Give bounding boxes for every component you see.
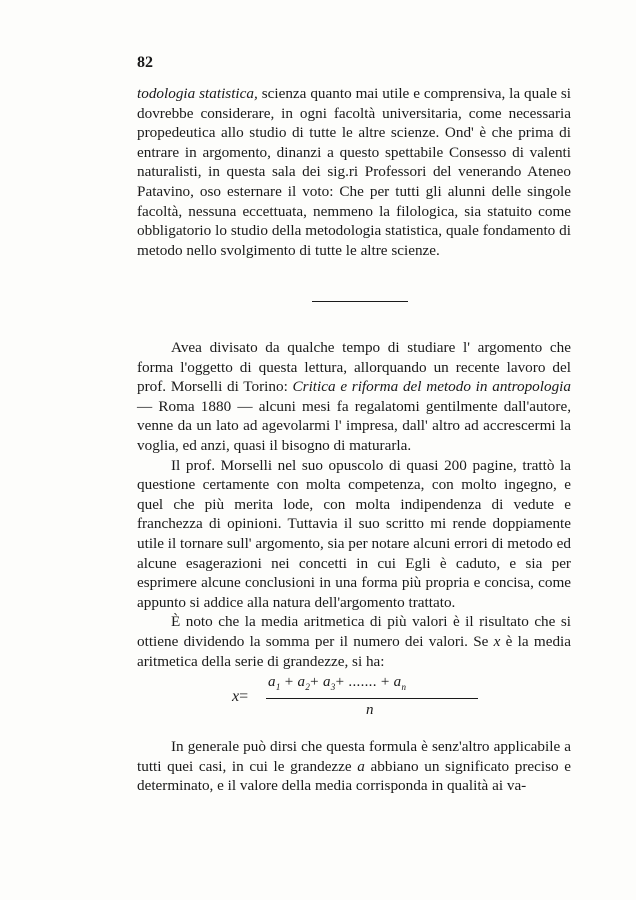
paragraph-2-text-after: — Roma 1880 — alcuni mesi fa regalatomi gentilmente dall'autore, venne da un lato ad agevolarmi l' impresa, dall' altro ad accrescermi la voglia, ed anzi, quasi il bisogno di maturarla. [137,397,571,454]
book-title: Critica e riforma del metodo in antropologia [292,378,571,396]
italic-lead: todologia statistica, [137,85,258,102]
fraction-bar [266,698,478,699]
mean-formula [232,674,482,724]
paragraph-5-text-before: In generale può dirsi che questa formula è senz'altro applicabile a tutti quei casi, in cui le grandezze [137,738,571,775]
paragraph-4 [137,612,571,671]
body-text-continued [137,737,571,796]
body-text [137,338,571,671]
section-divider [312,301,408,302]
paragraph-2-text-before: Avea divisato da qualche tempo di studiare l' argomento che forma l'oggetto di questa lettura, allorquando un recente lavoro del prof. Morselli di Torino: [137,339,571,396]
variable-a: a [357,757,365,775]
formula-numerator: $a_1 + a_2+ a_3+$ ....... + $a_n$ [268,674,407,692]
paragraph-5-text-after: abbiano un significato preciso e determinato, e il valore della media corrisponda in qualità ai va- [137,757,571,795]
formula-denominator: n [366,702,374,718]
paragraph-1-text: scienza quanto mai utile e comprensiva, la quale si dovrebbe considerare, in ogni facoltà universitaria, come necessaria propedeutica allo studio di tutte le altre scienze. Ond' è che prima di entrare in argomento, dinanzi a questo spettabile Consesso di valenti naturalisti, in questa sala dei sig.ri Professori del venerando Ateneo Patavino, oso esternare il voto: Che per tutti gli alunni delle singole facoltà, nessuna eccettuata, nemmeno la filologica, sia statuito come obbligatorio lo studio della metodologia statistica, quale fondamento di metodo nello svolgimento di tutte le altre scienze. [137,85,571,259]
formula-lhs: x= [232,688,249,705]
variable-x: x [493,632,501,650]
paragraph-4-text-after: è la media aritmetica della serie di grandezze, si ha: [137,632,572,670]
page-number: 82 [137,54,153,71]
paragraph-continuation [137,84,571,260]
paragraph-2 [137,338,571,456]
paragraph-5 [137,737,571,796]
paragraph-4-text-before: È noto che la media aritmetica di più valori è il risultato che si ottiene dividendo la somma per il numero dei valori. Se [137,613,571,650]
paragraph-1 [137,84,571,260]
paragraph-3: Il prof. Morselli nel suo opuscolo di quasi 200 pagine, trattò la questione certamente con molta competenza, con molto ingegno, e quel che più merita lode, con molta indipendenza di vedute e franchezza di opinioni. Tuttavia il suo scritto mi rende doppiamente utile il tornare sull' argomento, sia per notare alcuni errori di metodo ed alcune esagerazioni nei concetti in cui Egli è caduto, e sia per esprimere alcune conclusioni in una forma più propria e concisa, come appunto si addice alla natura dell'argomento trattato. [137,456,571,611]
